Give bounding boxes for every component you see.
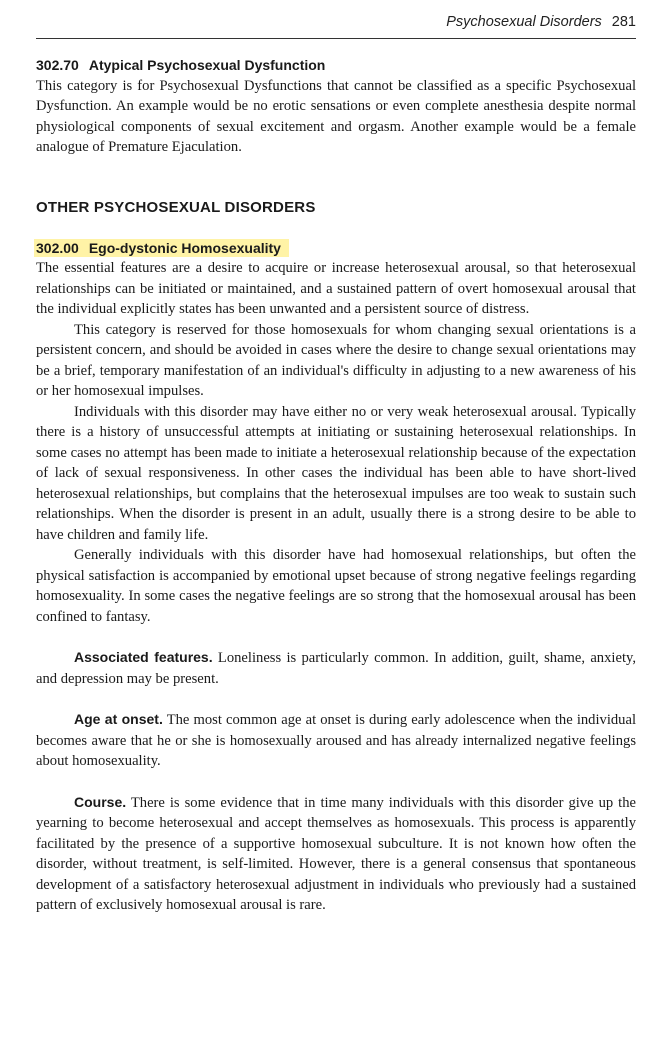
section-heading-egodystonic: [36, 238, 636, 259]
paragraph-arousal: Individuals with this disorder may have either no or very weak heterosexual arousal. Typically there is a history of unsuccessful attempts at initiating or sustaining heterosexual relationships. In some cases no attempt has been made to initiate a heterosexual relationship because of the expectation of lack of sexual responsiveness. In other cases the individual has been able to have short-lived heterosexual relationships, but complains that the heterosexual impulses are too weak to sustain such relationships. When the disorder is present in an adult, usually there is a strong desire to be able to have children and family life.: [36, 403, 636, 543]
paragraph-course: [36, 792, 636, 916]
paragraph-age-at-onset: [36, 709, 636, 772]
run-in-text: There is some evidence that in time many individuals with this disorder give up the yearning to become heterosexual and accept themselves as homosexuals. This process is apparently facilitated by the presence of a supportive homosexual subculture. It is not known how often the disorder, without treatment, is self-limited. However, there is a general consensus that spontaneous development of a satisfactory heterosexual adjustment in individuals who previously had a sustained pattern of exclusively homosexual arousal is rare.: [36, 794, 636, 913]
running-head-title: Psychosexual Disorders: [446, 14, 602, 30]
run-in-text: Loneliness is particularly common. In addition, guilt, shame, anxiety, and depression may be present.: [36, 650, 636, 687]
group-heading: OTHER PSYCHOSEXUAL DISORDERS: [36, 198, 316, 216]
section-body-atypical: This category is for Psychosexual Dysfunctions that cannot be classified as a specific Psychosexual Dysfunction. An example would be no erotic sensations or even complete anesthesia despite normal physiological components of sexual excitement and orgasm. Another example would be a female analogue of Premature Ejaculation.: [36, 77, 636, 155]
run-in-text: The most common age at onset is during early adolescence when the individual becomes aware that he or she is homosexually aroused and has already internalized negative feelings about homosexuality.: [36, 712, 637, 769]
paragraph-essential-features: The essential features are a desire to acquire or increase heterosexual arousal, so that heterosexual relationships can be initiated or maintained, and a sustained pattern of overt homosexual arousal that the individual explicitly states has been unwanted and a persistent source of distress.: [36, 260, 636, 317]
diagnostic-code: 302.00: [36, 239, 79, 256]
paragraph-associated-features: [36, 647, 636, 689]
running-head: [446, 14, 636, 30]
section-title: Atypical Psychosexual Dysfunction: [88, 57, 326, 73]
section-heading-atypical: [36, 55, 636, 76]
run-in-head: Age at onset.: [74, 711, 163, 727]
highlighted-heading: [34, 239, 289, 257]
section-title: Ego-dystonic Homosexuality: [88, 239, 281, 256]
page-body: [36, 55, 636, 916]
paragraph-category-scope: This category is reserved for those homosexuals for whom changing sexual orientations is a persistent concern, and should be avoided in cases where the desire to change sexual orientations may be a brief, temporary manifestation of an individual's difficulty in adjusting to a new awareness of his or her homosexual impulses.: [36, 321, 636, 399]
run-in-head: Course.: [74, 793, 127, 810]
header-rule: [36, 38, 636, 39]
diagnostic-code: 302.70: [36, 57, 79, 73]
run-in-head: Associated features.: [74, 649, 213, 665]
page-number: 281: [611, 14, 636, 30]
paragraph-relationships: Generally individuals with this disorder have had homosexual relationships, but often the physical satisfaction is accompanied by emotional upset because of strong negative feelings regarding homosexuality. In some cases the negative feelings are so strong that the homosexual arousal has been confined to fantasy.: [36, 547, 636, 625]
